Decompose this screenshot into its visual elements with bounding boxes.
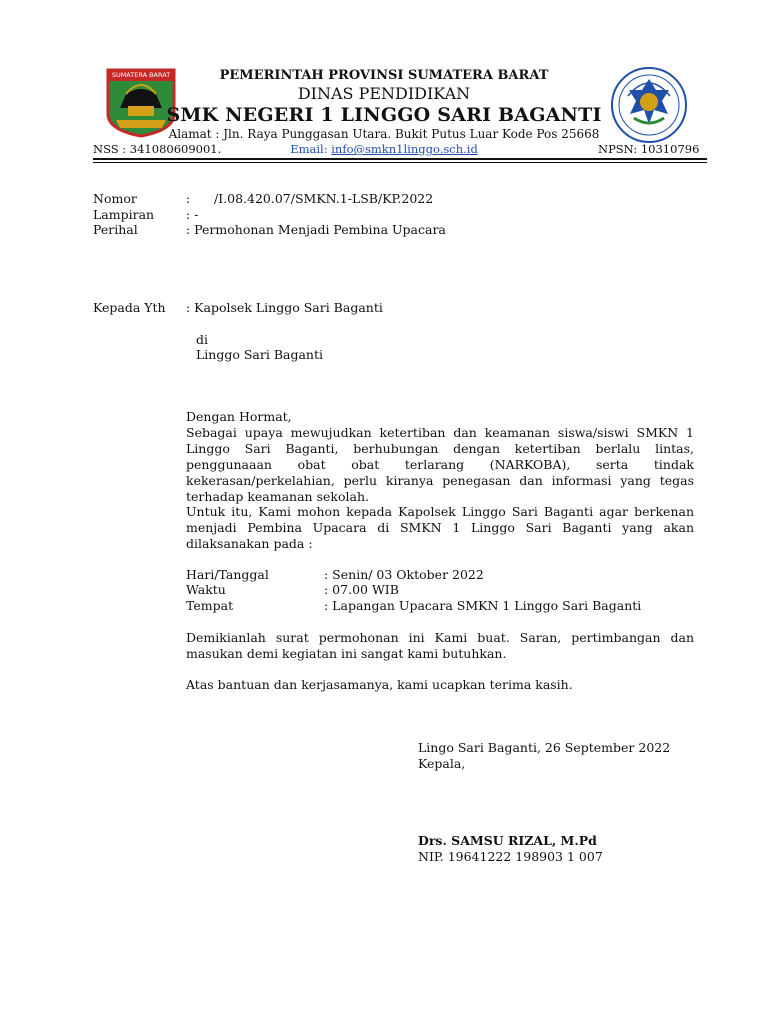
signature-place-date: Lingo Sari Baganti, 26 September 2022 bbox=[418, 740, 671, 755]
perihal-value: : Permohonan Menjadi Pembina Upacara bbox=[186, 222, 446, 237]
recipient-label: Kepada Yth bbox=[93, 300, 166, 315]
recipient-place: Linggo Sari Baganti bbox=[196, 347, 323, 362]
recipient-name: : Kapolsek Linggo Sari Baganti bbox=[186, 300, 383, 315]
header-npsn: NPSN: 10310796 bbox=[598, 142, 700, 156]
email-label: Email: bbox=[290, 142, 332, 156]
detail-place-value: : Lapangan Upacara SMKN 1 Linggo Sari Baganti bbox=[324, 598, 642, 613]
header-school-name: SMK NEGERI 1 LINGGO SARI BAGANTI bbox=[166, 104, 602, 126]
detail-time-label: Waktu bbox=[186, 582, 226, 597]
header-address: Alamat : Jln. Raya Punggasan Utara. Bukit Putus Luar Kode Pos 25668 bbox=[168, 127, 600, 141]
lampiran-label: Lampiran bbox=[93, 207, 155, 222]
detail-date-label: Hari/Tanggal bbox=[186, 567, 269, 582]
detail-time-value: : 07.00 WIB bbox=[324, 582, 399, 597]
nomor-label: Nomor bbox=[93, 191, 137, 206]
nomor-separator: : bbox=[186, 191, 191, 206]
header-rule-thick bbox=[93, 158, 707, 160]
province-logo-text: SUMATERA BARAT bbox=[111, 71, 171, 79]
nomor-value: /I.08.420.07/SMKN.1-LSB/KP.2022 bbox=[214, 191, 434, 206]
header-nss: NSS : 341080609001. bbox=[93, 142, 222, 156]
lampiran-value: : - bbox=[186, 207, 199, 222]
header-rule-thin bbox=[93, 162, 707, 163]
header-department: DINAS PENDIDIKAN bbox=[297, 84, 471, 103]
signature-name: Drs. SAMSU RIZAL, M.Pd bbox=[418, 833, 597, 848]
perihal-label: Perihal bbox=[93, 222, 138, 237]
email-link[interactable]: info@smkn1linggo.sch.id bbox=[331, 142, 478, 156]
recipient-di: di bbox=[196, 332, 208, 347]
detail-date-value: : Senin/ 03 Oktober 2022 bbox=[324, 567, 484, 582]
paragraph-1: Sebagai upaya mewujudkan ketertiban dan keamanan siswa/siswi SMKN 1 Linggo Sari Baganti, berhubungan dengan ketertiban berlalu lintas, penggunaaan obat obat terlarang (NARKOBA), serta tindak kekerasan/perkelahian, perlu kiranya penegasan dan informasi yang tegas terhadap keamanan sekolah. bbox=[186, 425, 694, 504]
greeting: Dengan Hormat, bbox=[186, 409, 292, 424]
paragraph-3: Demikianlah surat permohonan ini Kami buat. Saran, pertimbangan dan masukan demi kegiatan ini sangat kami butuhkan. bbox=[186, 630, 694, 661]
paragraph-2: Untuk itu, Kami mohon kepada Kapolsek Linggo Sari Baganti agar berkenan menjadi Pembina Upacara di SMKN 1 Linggo Sari Baganti yang akan dilaksanakan pada : bbox=[186, 504, 694, 551]
detail-place-label: Tempat bbox=[186, 598, 234, 613]
signature-title: Kepala, bbox=[418, 756, 466, 771]
header-government: PEMERINTAH PROVINSI SUMATERA BARAT bbox=[219, 68, 549, 83]
paragraph-4: Atas bantuan dan kerjasamanya, kami ucapkan terima kasih. bbox=[186, 677, 573, 692]
signature-nip: NIP. 19641222 198903 1 007 bbox=[418, 849, 603, 864]
